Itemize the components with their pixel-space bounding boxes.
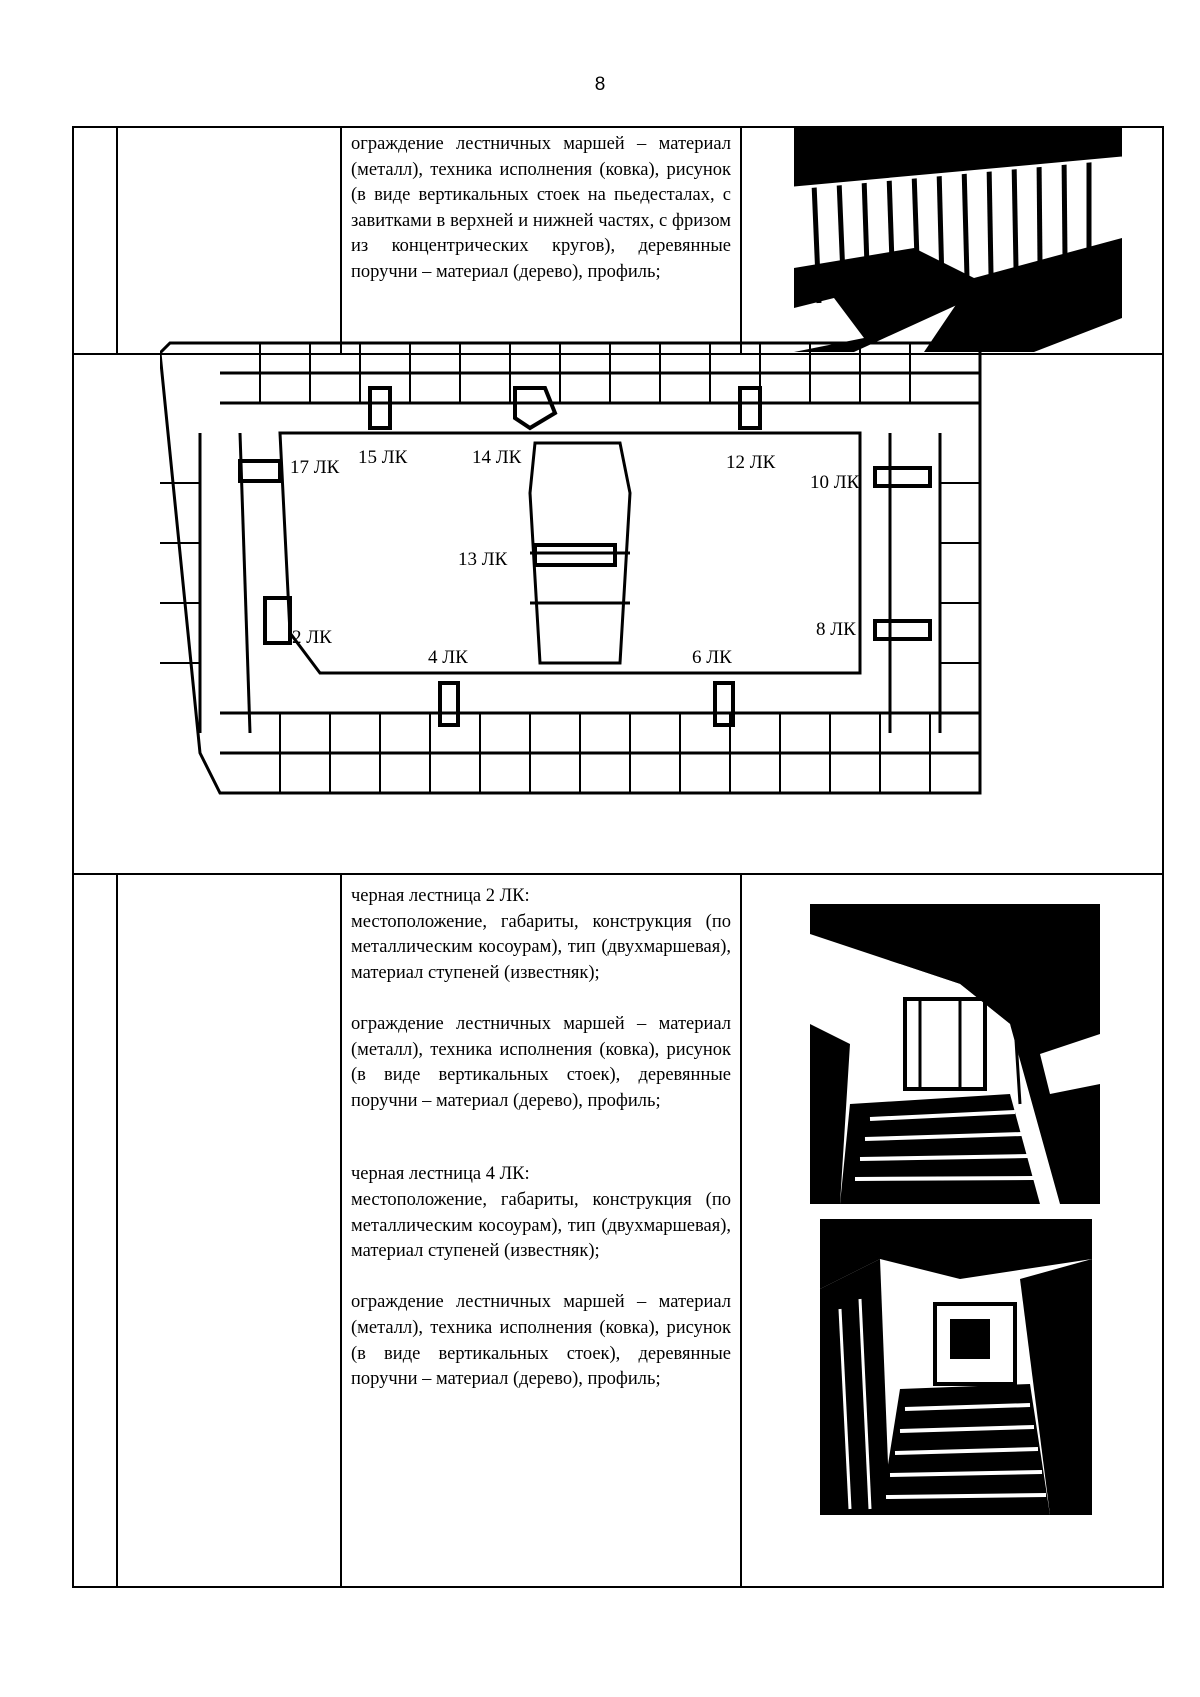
stair-2lk-railing: ограждение лестничных маршей – материал (металл), техника исполнения (ковка), рисунок (в виде вертикальных стоек), деревянные поручни – материал (дерево), профиль; [351, 1013, 731, 1111]
col-line-1b [116, 874, 118, 1587]
railing-text: ограждение лестничных маршей – материал (металл), техника исполнения (ковка), рисунок (в виде вертикальных стоек на пьедесталах, с завитками в верхней и нижней частях, с фризом из концентрических кругов), деревянные поручни – материал (дерево), профиль; [351, 134, 731, 282]
stair-4lk-construction: местоположение, габариты, конструкция (по металлическим косоурам), тип (двухмаршевая), материал ступеней (известняк); [351, 1189, 731, 1262]
row-separator-2 [72, 873, 1164, 875]
plan-label-6lk: 6 ЛК [692, 647, 732, 668]
plan-label-15lk: 15 ЛК [358, 447, 408, 468]
stair-2lk-description [351, 884, 731, 1393]
plan-label-17lk: 17 ЛК [290, 457, 340, 478]
plan-label-12lk: 12 ЛК [726, 452, 776, 473]
col-line-1 [116, 126, 118, 354]
plan-label-10lk: 10 ЛК [810, 472, 860, 493]
col-line-3 [740, 126, 742, 354]
col-line-2b [340, 874, 342, 1587]
col-line-3b [740, 874, 742, 1587]
stair-4lk-photo [820, 1219, 1092, 1515]
col-line-2 [340, 126, 342, 354]
table-border-bottom [72, 1586, 1164, 1588]
stair-4lk-railing: ограждение лестничных маршей – материал (металл), техника исполнения (ковка), рисунок (в виде вертикальных стоек), деревянные поручни – материал (дерево), профиль; [351, 1292, 731, 1390]
stair-4lk-heading: черная лестница 4 ЛК: [351, 1164, 530, 1185]
plan-label-4lk: 4 ЛК [428, 647, 468, 668]
railing-description [351, 132, 731, 286]
plan-label-14lk: 14 ЛК [472, 447, 522, 468]
railing-photo [794, 128, 1122, 352]
page-number: 8 [594, 74, 606, 95]
stair-2lk-heading: черная лестница 2 ЛК: [351, 886, 530, 906]
plan-label-2lk: 2 ЛК [292, 627, 332, 648]
floor-plan [160, 333, 1040, 803]
table-border-right [1162, 126, 1164, 1588]
stair-2lk-construction: местоположение, габариты, конструкция (по металлическим косоурам), тип (двухмаршевая), материал ступеней (известняк); [351, 911, 731, 983]
table-border-left [72, 126, 74, 1588]
plan-label-13lk: 13 ЛК [458, 549, 508, 570]
stair-2lk-photo [810, 904, 1100, 1204]
plan-label-8lk: 8 ЛК [816, 619, 856, 640]
